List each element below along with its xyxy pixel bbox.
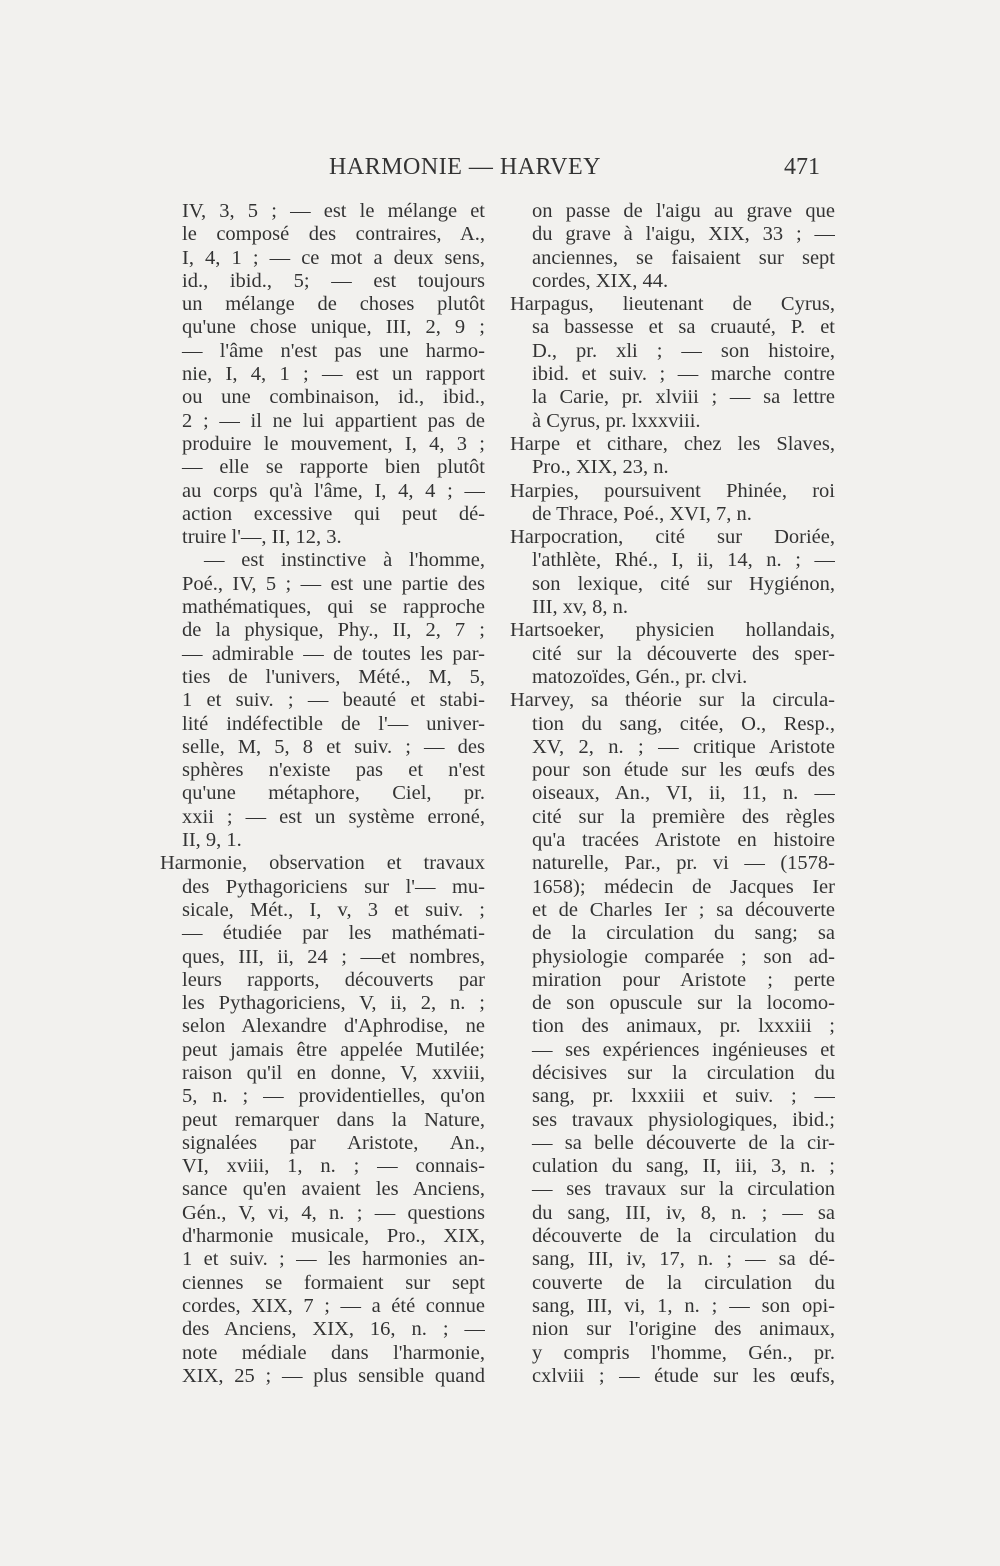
text-line: du grave à l'aigu, XIX, 33 ; — bbox=[532, 223, 835, 246]
text-line: cité sur la première des règles bbox=[532, 805, 835, 828]
text-line: oiseaux, An., VI, ii, 11, n. — bbox=[532, 782, 835, 805]
text-line: I, 4, 1 ; — ce mot a deux sens, bbox=[182, 246, 485, 269]
text-line: anciennes, se faisaient sur sept bbox=[532, 246, 835, 269]
text-line: qu'a tracées Aristote en histoire bbox=[532, 829, 835, 852]
left-column bbox=[160, 200, 485, 1388]
text-line: Pro., XIX, 23, n. bbox=[532, 456, 669, 479]
text-line: 1 et suiv. ; — les harmonies an- bbox=[182, 1248, 485, 1271]
text-line: tion des animaux, pr. lxxxiii ; bbox=[532, 1015, 835, 1038]
text-line: VI, xviii, 1, n. ; — connais- bbox=[182, 1155, 485, 1178]
text-line: d'harmonie musicale, Pro., XIX, bbox=[182, 1225, 485, 1248]
text-line: qu'une métaphore, Ciel, pr. bbox=[182, 782, 485, 805]
text-line: culation du sang, II, iii, 3, n. ; bbox=[532, 1155, 835, 1178]
text-line: XV, 2, n. ; — critique Aristote bbox=[532, 735, 835, 758]
text-line: son lexique, cité sur Hygiénon, bbox=[532, 572, 835, 595]
text-line: ties de l'univers, Mété., M, 5, bbox=[182, 665, 485, 688]
text-line: ciennes se formaient sur sept bbox=[182, 1271, 485, 1294]
text-line: couverte de la circulation du bbox=[532, 1271, 835, 1294]
text-line: cxlviii ; — étude sur les œufs, bbox=[532, 1364, 835, 1387]
text-line: 2 ; — il ne lui appartient pas de bbox=[182, 409, 485, 432]
text-line: Hartsoeker, physicien hollandais, bbox=[510, 619, 835, 642]
text-line: — sa belle découverte de la cir- bbox=[532, 1131, 835, 1154]
text-line: sang, III, iv, 17, n. ; — sa dé- bbox=[532, 1248, 835, 1271]
text-line: III, xv, 8, n. bbox=[532, 596, 629, 619]
text-line: découverte de la circulation du bbox=[532, 1225, 835, 1248]
page-number: 471 bbox=[784, 154, 820, 180]
text-line: 1658); médecin de Jacques Ier bbox=[532, 875, 835, 898]
text-line: — étudiée par les mathémati- bbox=[182, 922, 485, 945]
text-line: au corps qu'à l'âme, I, 4, 4 ; — bbox=[182, 479, 485, 502]
text-line: II, 9, 1. bbox=[182, 829, 242, 852]
text-line: de la physique, Phy., II, 2, 7 ; bbox=[182, 619, 485, 642]
text-line: Harpocration, cité sur Doriée, bbox=[510, 526, 835, 549]
text-line: id., ibid., 5; — est toujours bbox=[182, 269, 485, 292]
text-line: XIX, 25 ; — plus sensible quand bbox=[182, 1364, 485, 1387]
text-line: de la circulation du sang; sa bbox=[532, 922, 835, 945]
text-line: IV, 3, 5 ; — est le mélange et bbox=[182, 200, 485, 222]
text-line: — ses travaux sur la circulation bbox=[532, 1178, 835, 1201]
text-line: note médiale dans l'harmonie, bbox=[182, 1341, 485, 1364]
text-line: truire l'—, II, 12, 3. bbox=[182, 526, 342, 549]
text-line: des Anciens, XIX, 16, n. ; — bbox=[182, 1318, 485, 1341]
text-line: ques, III, ii, 24 ; —et nombres, bbox=[182, 945, 485, 968]
text-line: matozoïdes, Gén., pr. clvi. bbox=[532, 665, 748, 688]
running-head bbox=[160, 148, 820, 188]
text-line: sance qu'en avaient les Anciens, bbox=[182, 1178, 485, 1201]
text-line: Harvey, sa théorie sur la circula- bbox=[510, 689, 835, 712]
text-line: leurs rapports, découverts par bbox=[182, 968, 485, 991]
text-line: du sang, III, iv, 8, n. ; — sa bbox=[532, 1201, 835, 1224]
text-line: nie, I, 4, 1 ; — est un rapport bbox=[182, 363, 485, 386]
text-line: on passe de l'aigu au grave que bbox=[532, 200, 835, 222]
text-line: cordes, XIX, 44. bbox=[532, 269, 669, 292]
text-line: raison qu'il en donne, V, xxviii, bbox=[182, 1061, 485, 1084]
text-line: nion sur l'origine des animaux, bbox=[532, 1318, 835, 1341]
page-title: HARMONIE — HARVEY bbox=[329, 154, 601, 180]
text-line: lité indéfectible de l'— univer- bbox=[182, 712, 485, 735]
text-line: sang, pr. lxxxiii et suiv. ; — bbox=[532, 1085, 835, 1108]
text-line: un mélange de choses plutôt bbox=[182, 293, 485, 316]
text-line: 1 et suiv. ; — beauté et stabi- bbox=[182, 689, 485, 712]
text-line: Harpagus, lieutenant de Cyrus, bbox=[510, 293, 835, 316]
text-line: décisives sur la circulation du bbox=[532, 1061, 835, 1084]
text-line: action excessive qui peut dé- bbox=[182, 502, 485, 525]
text-line: cordes, XIX, 7 ; — a été connue bbox=[182, 1294, 485, 1317]
text-line: Harmonie, observation et travaux bbox=[160, 852, 485, 875]
text-line: de son opuscule sur la locomo- bbox=[532, 992, 835, 1015]
text-line: Gén., V, vi, 4, n. ; — questions bbox=[182, 1201, 485, 1224]
text-line: de Thrace, Poé., XVI, 7, n. bbox=[532, 502, 752, 525]
text-line: la Carie, pr. xlviii ; — sa lettre bbox=[532, 386, 835, 409]
text-line: peut remarquer dans la Nature, bbox=[182, 1108, 485, 1131]
text-line: — elle se rapporte bien plutôt bbox=[182, 456, 485, 479]
text-line: xxii ; — est un système erroné, bbox=[182, 805, 485, 828]
text-line: ibid. et suiv. ; — marche contre bbox=[532, 363, 835, 386]
text-line: cité sur la découverte des sper- bbox=[532, 642, 835, 665]
text-line: sphères n'existe pas et n'est bbox=[182, 759, 485, 782]
text-line: ses travaux physiologiques, ibid.; bbox=[532, 1108, 835, 1131]
text-line: selon Alexandre d'Aphrodise, ne bbox=[182, 1015, 485, 1038]
text-line: physiologie comparée ; son ad- bbox=[532, 945, 835, 968]
text-line: les Pythagoriciens, V, ii, 2, n. ; bbox=[182, 992, 485, 1015]
text-line: et de Charles Ier ; sa découverte bbox=[532, 898, 835, 921]
text-line: des Pythagoriciens sur l'— mu- bbox=[182, 875, 485, 898]
text-line: signalées par Aristote, An., bbox=[182, 1131, 485, 1154]
text-line: Harpe et cithare, chez les Slaves, bbox=[510, 432, 835, 455]
text-line: ou une combinaison, id., ibid., bbox=[182, 386, 485, 409]
text-line: mathématiques, qui se rapproche bbox=[182, 596, 485, 619]
text-line: miration pour Aristote ; perte bbox=[532, 968, 835, 991]
text-line: D., pr. xli ; — son histoire, bbox=[532, 339, 835, 362]
text-line: Harpies, poursuivent Phinée, roi bbox=[510, 479, 835, 502]
text-line: à Cyrus, pr. lxxxviii. bbox=[532, 409, 701, 432]
text-line: sa bassesse et sa cruauté, P. et bbox=[532, 316, 835, 339]
text-line: l'athlète, Rhé., I, ii, 14, n. ; — bbox=[532, 549, 835, 572]
text-line: produire le mouvement, I, 4, 3 ; bbox=[182, 432, 485, 455]
text-line: sicale, Mét., I, v, 3 et suiv. ; bbox=[182, 898, 485, 921]
text-line: pour son étude sur les œufs des bbox=[532, 759, 835, 782]
text-line: naturelle, Par., pr. vi — (1578- bbox=[532, 852, 835, 875]
text-line: — admirable — de toutes les par- bbox=[182, 642, 485, 665]
text-line: tion du sang, citée, O., Resp., bbox=[532, 712, 835, 735]
text-line: 5, n. ; — providentielles, qu'on bbox=[182, 1085, 485, 1108]
text-line: — l'âme n'est pas une harmo- bbox=[182, 339, 485, 362]
text-line: — est instinctive à l'homme, bbox=[204, 549, 485, 572]
text-line: le composé des contraires, A., bbox=[182, 223, 485, 246]
text-line: peut jamais être appelée Mutilée; bbox=[182, 1038, 485, 1061]
text-line: sang, III, vi, 1, n. ; — son opi- bbox=[532, 1294, 835, 1317]
right-column bbox=[510, 200, 835, 1388]
text-line: y compris l'homme, Gén., pr. bbox=[532, 1341, 835, 1364]
text-line: — ses expériences ingénieuses et bbox=[532, 1038, 835, 1061]
text-line: Poé., IV, 5 ; — est une partie des bbox=[182, 572, 485, 595]
text-line: selle, M, 5, 8 et suiv. ; — des bbox=[182, 735, 485, 758]
text-line: qu'une chose unique, III, 2, 9 ; bbox=[182, 316, 485, 339]
